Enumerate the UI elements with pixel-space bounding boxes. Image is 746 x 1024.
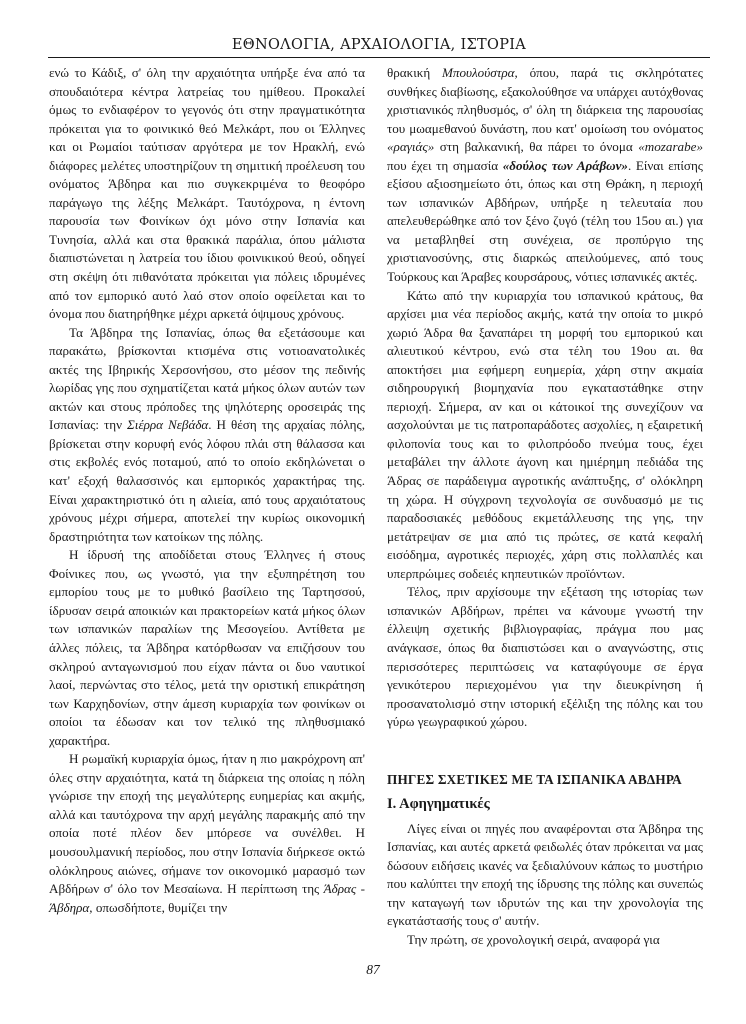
text-run: Τα Άβδηρα της Ισπανίας, όπως θα εξετάσουμε και παρακάτω, βρίσκονται κτισμένα στις νοτιοανατολικές ακτές της Ιβηρικής Χερσονήσου, στο μέσον της πεδινής λωρίδας γης που σχηματίζεται κατά μήκος όλων αυτών των ακτών και στους πρόποδες της ψηλότερης οροσειράς της Ισπανίας: την <box>49 324 365 433</box>
right-column <box>387 64 703 950</box>
section-spacer <box>387 732 703 770</box>
italic-term: Σιέρρα Νεβάδα <box>127 417 209 433</box>
text-run: Η ρωμαϊκή κυριαρχία όμως, ήταν η πιο μακρόχρονη απ' όλες στην αρχαιότητα, κατά τη διάρκεια της οποίας η πόλη γνώρισε την εποχή της μεγαλύτερης ευημερίας και ακμής, αλλά και ταυτόχρονα την αρχή μεγάλης παρακμής από την οποία ποτέ πλέον δεν μπόρεσε να συνέλθει. Η μουσουλμανική περίοδος, που στην Ισπανία διήρκεσε οκτώ ολόκληρους αιώνες, σήμανε τον οικονομικό μαρασμό των Αβδήρων σ' όλο τον Μεσαίωνα. Η περίπτωση της <box>49 751 365 897</box>
paragraph: ενώ το Κάδιξ, σ' όλη την αρχαιότητα υπήρξε ένα από τα σπουδαιότερα κέντρα λατρείας του ημίθεου. Προκαλεί όμως το ενδιαφέρον το γεγονός ότι στην πραγματικότητα πρόκειται για το φοινικικό θεό Μελκάρτ, που οι Έλληνες και οι Ρωμαίοι ταύτισαν αργότερα με τον Ηρακλή, ενώ διάφορες μελέτες υποστηρίζουν τη σημιτική προέλευση του ονόματος Άβδηρα και πιο συγκεκριμένα το θεοφόρο παράγωγο της λέξης Μελκάρτ. Ταυτόχρονα, η έντονη παρουσία των Φοινίκων όχι μόνο στην Ισπανία και Τυνησία, αλλά και στα θρακικά παράλια, όπου μάλιστα διαπιστώνεται η λατρεία του ίδιου φοινικικού θεού, οδηγεί στη σκέψη ότι πιθανότατα πρόκειται για πόλεις ιδρυμένες από τον εμπορικό αυτό λαό στον οποίο οφείλεται και το όνομα που διατηρήθηκε μέχρι αρκετά όψιμους χρόνους. <box>49 65 365 322</box>
text-run: στη βαλκανική, θα πάρει το όνομα <box>434 139 639 155</box>
paragraph: Η ίδρυσή της αποδίδεται στους Έλληνες ή στους Φοίνικες που, ως γνωστό, για την εξυπηρέτηση του εμπορίου τους με το μυθικό βασίλειο της Ταρτησσού, ίδρυσαν σειρά αποικιών και πρακτορείων κατά μήκος όλων των ισπανικών παραλίων της Μεσογείου. Αντίθετα με άλλες πόλεις, τα Άβδηρα κατόρθωσαν να επιζήσουν του σκληρού ανταγωνισμού που είχαν πάντα οι δυο ναυτικοί λαοί, περνώντας στο τέλος, μετά την οριστική επικράτηση των Καρχηδονίων, στην άμεση κυριαρχία των φοινίκων οι οποίοι τα έδωσαν και τον τελικό της πληθυσμιακό χαρακτήρα. <box>49 547 365 748</box>
italic-term: Μπουλούστρα <box>441 65 515 80</box>
italic-term: Άδρας - Άβδηρα <box>49 881 365 915</box>
left-column <box>49 64 365 917</box>
paragraph <box>387 64 703 287</box>
page-number: 87 <box>366 962 380 977</box>
paragraph <box>49 324 365 547</box>
header-rule <box>48 57 710 58</box>
text-run: . Η θέση της αρχαίας πόλης, βρίσκεται στην κορυφή ενός λόφου πλάι στη θάλασσα και στις εκβολές ενός ποταμού, από το οποίο εκδηλώνεται ο κατ' εξοχή θαλασσινός και εμπορικός χαρακτήρας της. Είναι χαρακτηριστικό ότι η αλιεία, από τους αρχαιότατους χρόνους μέχρι σήμερα, αποτελεί την κυρίως οικονομική δραστηριότητα των κατοίκων της πόλης. <box>49 417 365 544</box>
text-run: θρακική <box>387 65 442 80</box>
paragraph: Λίγες είναι οι πηγές που αναφέρονται στα Άβδηρα της Ισπανίας, και αυτές αρκετά φειδωλές όταν πρόκειται να μας δώσουν ειδήσεις ικανές να ξεδιαλύνουν κάπως το μυστήριο που καλύπτει την εποχή της ίδρυσης της πόλης και συνεπώς την καταγωγή των ιδρυτών της και την χρονολογία της εγκατάστασής τους σ' αυτήν. <box>387 820 703 929</box>
section-heading: ΠΗΓΕΣ ΣΧΕΤΙΚΕΣ ΜΕ ΤΑ ΙΣΠΑΝΙΚΑ ΑΒΔΗΡΑ <box>387 771 682 787</box>
paragraph <box>49 750 365 917</box>
text-run: , οπωσδήποτε, θυμίζει την <box>89 899 228 915</box>
paragraph: Την πρώτη, σε χρονολογική σειρά, αναφορά για <box>407 931 660 947</box>
bold-italic-term: «δούλος των Αράβων» <box>502 157 628 173</box>
italic-term: «ραγιάς» <box>387 139 435 155</box>
italic-term: «mozarabe» <box>638 139 703 155</box>
running-head: ΕΘΝΟΛΟΓΙΑ, ΑΡΧΑΙΟΛΟΓΙΑ, ΙΣΤΟΡΙΑ <box>231 37 527 53</box>
paragraph: Τέλος, πριν αρχίσουμε την εξέταση της ιστορίας των ισπανικών Αβδήρων, πρέπει να κάνουμε γνωστή την έλλειψη σχετικής βιβλιογραφίας, πράγμα που μας ανάγκασε, όπως θα διαπιστώσει και ο αναγνώστης, στις περισσότερες περιπτώσεις να καταφύγουμε σε έργα γενικότερου περιεχομένου για την διευκρίνηση ή προσανατολισμό στην ιστορική εξέλιξη της πόλης και του γύρω γεωγραφικού χώρου. <box>387 584 703 730</box>
subsection-heading: Ι. Αφηγηματικές <box>387 795 490 812</box>
text-run: . Είναι επίσης εξίσου αξιοσημείωτο ότι, όπως και στη Θράκη, η περιοχή των ισπανικών Αβδήρων, υπήρξε η τελευταία που απελευθερώθηκε από τον ξένο ζυγό (τέλη του 15ου αι.) για να μεταβληθεί στη συνέχεια, σε προπύργιο της χριστιανοσύνης, στις διαρκώς απειλούμενες, από τους Τούρκους και Άραβες κουρσάρους, νότιες ισπανικές ακτές. <box>387 157 703 285</box>
text-run: που έχει τη σημασία <box>387 157 503 173</box>
paragraph: Κάτω από την κυριαρχία του ισπανικού κράτους, θα αρχίσει μια νέα περίοδος ακμής, κατά την οποία το μικρό χωριό Άδρα θα ξαναπάρει τη μορφή του εμπορικού και αλιευτικού κέντρου, ενώ στα τέλη του 19ου αι. θα αποκτήσει μια εφήμερη ευημερία, χάρη στην ακμαία σιδηρουργική βιομηχανία που εγκαταστάθηκε στην περιοχή. Σήμερα, αν και οι κάτοικοί της συνεχίζουν να ασχολούνται με τις πατροπαράδοτες ασχολίες, η εξαιρετική φιλοπονία τους και το φιλοπρόοδο πνεύμα τους, έχει μεταβάλει την άλλοτε άγονη και ημιέρημη πεδιάδα της Άδρας σε παράδειγμα αγροτικής ανάπτυξης, σ' ολόκληρη τη χώρα. Η σύγχρονη τεχνολογία σε συνδυασμό με τις παραδοσιακές μεθόδους εκμετάλλευσης της γης, την μετάτρεψαν σε μια από τις πρώτες, σε κατά κεφαλή εισόδημα, αγροτικές περιοχές, χάρη στις πολλαπλές και υπερπρώιμες σοδειές κηπευτικών προϊόντων. <box>387 287 703 581</box>
text-run: , όπου, παρά τις σκληρότατες συνθήκες διαβίωσης, εξακολούθησε να υπάρχει αυτόχθονας χριστιανικός πληθυσμός, σ' όλη τη διάρκεια της παρουσίας του μωαμεθανού δυνάστη, που κατ' ομοίωση του ονόματος <box>387 65 703 136</box>
